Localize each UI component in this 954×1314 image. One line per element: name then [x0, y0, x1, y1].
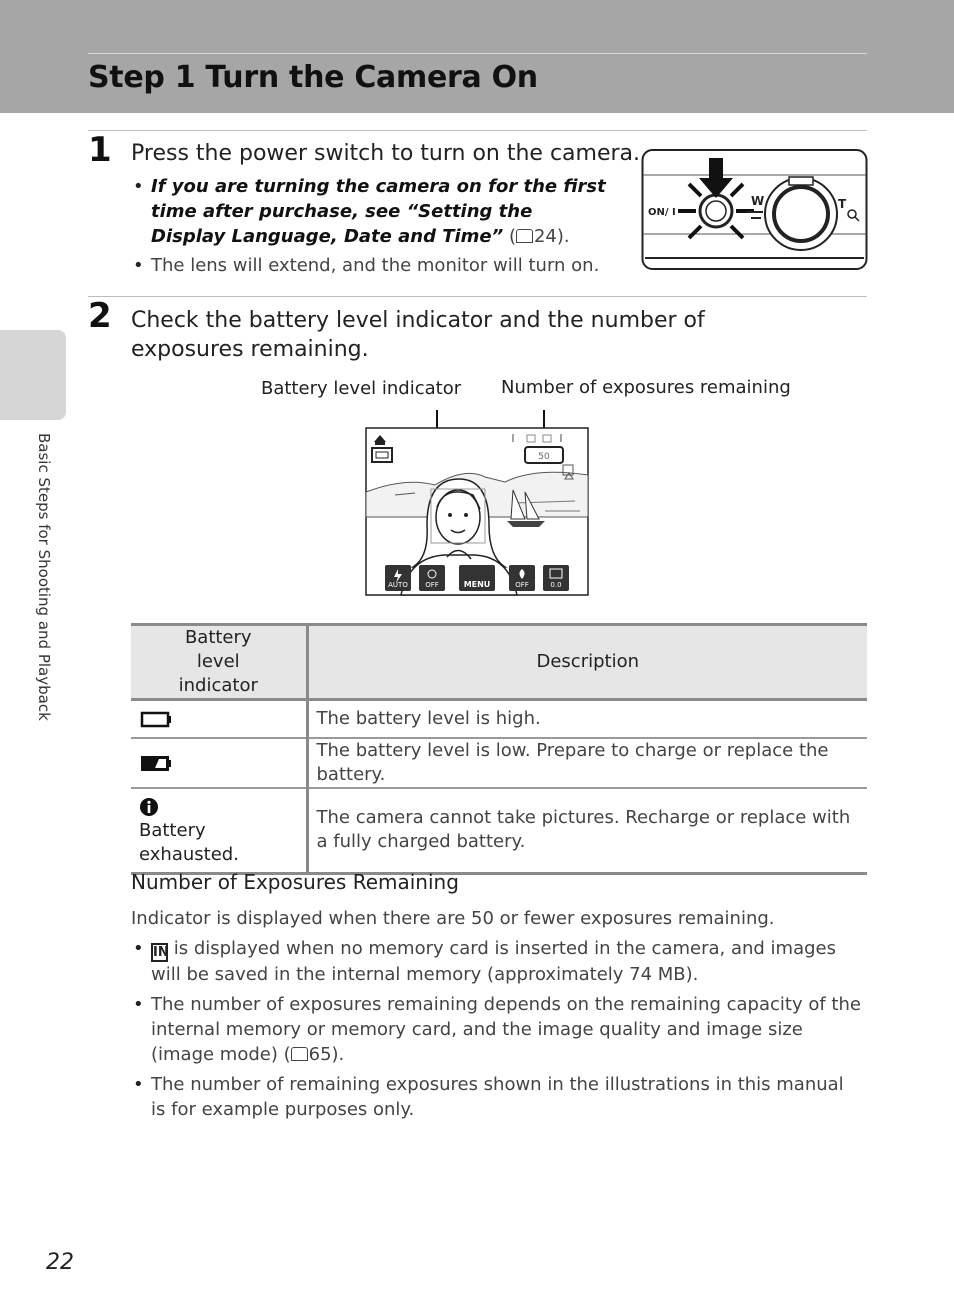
flash-mode-label: AUTO [388, 581, 408, 589]
battery-full-icon [139, 710, 173, 728]
exposures-callout: Number of exposures remaining [501, 377, 791, 398]
exposure-compensation-button [543, 565, 569, 591]
battery-low-description: The battery level is low. Prepare to charge or replace the battery. [307, 738, 867, 788]
internal-memory-icon: IN [153, 945, 169, 960]
step1-rule [88, 130, 867, 131]
step2-number: 2 [88, 296, 112, 336]
tele-label: T [838, 197, 847, 211]
page-ref-24: 24). [533, 226, 570, 247]
step1-number: 1 [88, 130, 112, 170]
capacity-text: The number of exposures remaining depends on the remaining capacity of the internal memory or memory card, and the image quality and image size (image mode) ( [151, 994, 861, 1065]
wide-label: W [751, 194, 765, 208]
step1-bullet-lens: • The lens will extend, and the monitor will turn on. [131, 253, 611, 278]
step2-rule [88, 296, 867, 297]
table-row [131, 738, 867, 788]
ref-open: ( [503, 226, 516, 247]
camera-power-switch-illustration [641, 148, 868, 272]
table-row [131, 788, 867, 874]
battery-indicator-callout: Battery level indicator [261, 378, 462, 399]
chapter-side-label: Basic Steps for Shooting and Playback [35, 433, 53, 721]
battery-low-icon [139, 754, 173, 772]
page-reference-icon [516, 229, 533, 243]
power-label: ON/ [648, 207, 669, 218]
macro-mode-button [509, 565, 535, 591]
exposures-bullet-internal-memory [131, 936, 861, 987]
menu-button [459, 565, 495, 591]
exposures-bullet-example: • The number of remaining exposures shown in the illustrations in this manual is for example purposes only. [131, 1072, 861, 1122]
step2-instruction: Check the battery level indicator and the number of exposures remaining. [131, 308, 705, 362]
header-band [0, 0, 954, 113]
first-time-note: If you are turning the camera on for the first time after purchase, see “Setting the Display Language, Date and Time” [151, 176, 606, 247]
page-reference-icon [291, 1047, 308, 1061]
page-number: 22 [46, 1250, 74, 1275]
table-header-row [131, 625, 867, 700]
column-header-indicator: Battery level indicator [131, 625, 307, 700]
battery-exhausted-description: The camera cannot take pictures. Recharge or replace with a fully charged battery. [307, 788, 867, 874]
page-ref-65: 65). [308, 1044, 345, 1065]
self-timer-label: OFF [425, 581, 439, 589]
self-timer-button [419, 565, 445, 591]
battery-exhausted-label: Battery exhausted. [139, 819, 239, 865]
exposures-remaining-value: 50 [538, 452, 550, 462]
battery-exhausted-icon [139, 797, 159, 817]
camera-monitor-illustration [365, 407, 590, 597]
step1-bullet-first-time [131, 174, 611, 249]
battery-indicator-table [131, 623, 867, 875]
header-rule [88, 53, 867, 54]
internal-memory-text: is displayed when no memory card is inserted in the camera, and images will be saved in the internal memory (approximately 74 MB). [151, 938, 836, 985]
flash-mode-button [385, 565, 411, 591]
exposures-section-title: Number of Exposures Remaining [131, 870, 459, 894]
macro-mode-label: OFF [515, 581, 529, 589]
column-header-description: Description [307, 625, 867, 700]
step1-bullets [131, 174, 611, 278]
page-title: Step 1 Turn the Camera On [88, 60, 538, 95]
exposures-bullet-capacity [131, 992, 861, 1067]
shutter-button-icon [765, 177, 837, 250]
exposures-intro: Indicator is displayed when there are 50 or fewer exposures remaining. [131, 908, 775, 929]
battery-high-description: The battery level is high. [307, 700, 867, 738]
table-row [131, 700, 867, 738]
exposures-bullets [131, 936, 861, 1122]
step1-instruction: Press the power switch to turn on the camera. [131, 141, 641, 166]
chapter-tab [0, 330, 66, 420]
exposure-compensation-label: 0.0 [550, 581, 562, 589]
menu-label: MENU [463, 580, 491, 589]
power-slash: I [672, 207, 676, 218]
